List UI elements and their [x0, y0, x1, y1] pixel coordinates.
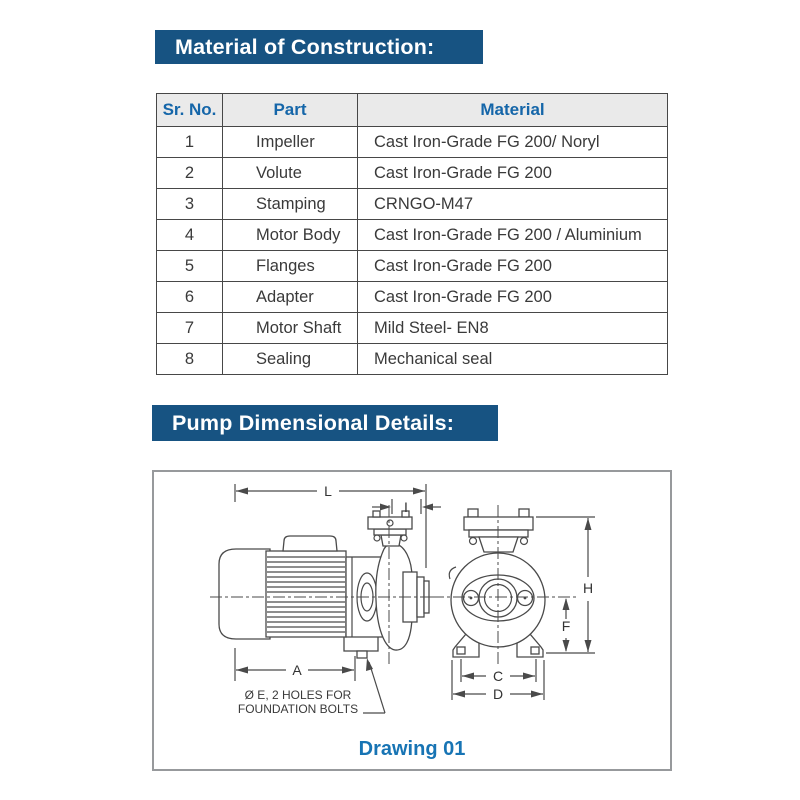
terminal-box [283, 536, 337, 551]
dim-label-H: H [582, 580, 594, 596]
cell-material: Cast Iron-Grade FG 200 [358, 158, 668, 189]
side-foot [344, 636, 378, 651]
table-row [157, 344, 668, 375]
column-header-part: Part [223, 94, 358, 127]
cell-srno: 6 [157, 282, 223, 313]
column-header-material: Material [358, 94, 668, 127]
cell-srno: 5 [157, 251, 223, 282]
cell-part: Flanges [223, 251, 358, 282]
cell-material: Cast Iron-Grade FG 200 [358, 251, 668, 282]
dim-label-D: D [492, 686, 504, 702]
cell-srno: 2 [157, 158, 223, 189]
cell-part: Volute [223, 158, 358, 189]
table-row [157, 282, 668, 313]
motor-body [266, 551, 346, 637]
cell-material: Cast Iron-Grade FG 200/ Noryl [358, 127, 668, 158]
table-row [157, 313, 668, 344]
cell-part: Motor Shaft [223, 313, 358, 344]
table-row [157, 127, 668, 158]
cell-part: Stamping [223, 189, 358, 220]
table-row [157, 189, 668, 220]
dimension-F [562, 598, 571, 652]
cell-srno: 4 [157, 220, 223, 251]
dim-label-I: I [404, 499, 408, 515]
cell-srno: 7 [157, 313, 223, 344]
note-line1: Ø E, 2 HOLES FOR [244, 688, 352, 702]
cell-srno: 1 [157, 127, 223, 158]
fan-cover [219, 549, 270, 639]
pump-drawing-svg [154, 472, 670, 769]
dim-label-C: C [492, 668, 504, 684]
table-row [157, 220, 668, 251]
cell-srno: 3 [157, 189, 223, 220]
cell-material: Mechanical seal [358, 344, 668, 375]
pump-front-view [432, 505, 578, 666]
table-row [157, 251, 668, 282]
note-line2: FOUNDATION BOLTS [237, 702, 359, 716]
table-row [157, 158, 668, 189]
foundation-bolt-note [238, 658, 385, 716]
cell-material: CRNGO-M47 [358, 189, 668, 220]
cell-part: Impeller [223, 127, 358, 158]
column-header-srno: Sr. No. [157, 94, 223, 127]
cell-part: Motor Body [223, 220, 358, 251]
discharge-flange [368, 517, 412, 529]
cell-material: Cast Iron-Grade FG 200 [358, 282, 668, 313]
dimensional-section-title [152, 405, 498, 441]
side-foundation-bolt [357, 651, 367, 658]
dimension-I [372, 499, 441, 515]
table-header-row [157, 94, 668, 127]
dimensional-section-title-text: Pump Dimensional Details: [172, 411, 455, 435]
drawing-caption: Drawing 01 [358, 738, 466, 760]
dim-label-F: F [561, 618, 571, 634]
pump-side-view [210, 505, 434, 666]
cell-part: Sealing [223, 344, 358, 375]
cell-srno: 8 [157, 344, 223, 375]
discharge-neck [381, 535, 401, 546]
material-section-title [155, 30, 483, 64]
material-table [156, 93, 668, 375]
pump-dimensional-drawing [152, 470, 672, 771]
cell-material: Mild Steel- EN8 [358, 313, 668, 344]
cell-material: Cast Iron-Grade FG 200 / Aluminium [358, 220, 668, 251]
dimension-A [235, 648, 355, 681]
material-section-title-text: Material of Construction: [175, 35, 435, 59]
dim-label-L: L [324, 483, 332, 499]
cell-part: Adapter [223, 282, 358, 313]
dim-label-A: A [292, 662, 302, 678]
